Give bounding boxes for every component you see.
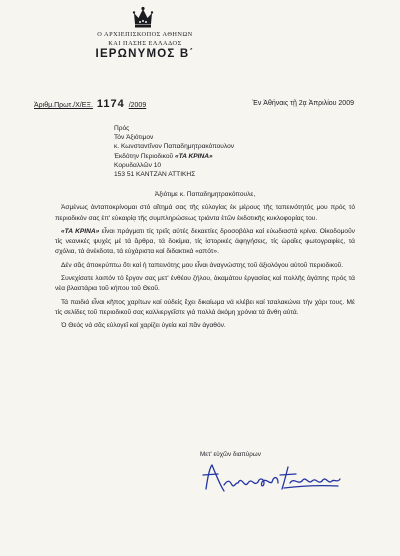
- protocol-year: /2009: [128, 102, 147, 109]
- recipient-address: [114, 124, 234, 179]
- address-line-prefix: Ἐκδότην Περιοδικοῦ: [114, 152, 174, 160]
- paragraph: [55, 227, 355, 258]
- closing-phrase: Μετ' εὐχῶν διαπύρων: [200, 451, 261, 458]
- address-line: Τόν Ἀξιότιμον: [114, 134, 154, 142]
- paragraph: Ὁ Θεός νά σᾶς εὐλογεῖ καί χαρίζει ὑγεία καί πᾶν ἀγαθόν.: [61, 322, 226, 330]
- header-line-1: Ο ΑΡΧΙΕΠΙΣΚΟΠΟΣ ΑΘΗΝΩΝ: [97, 31, 193, 38]
- magazine-title: «ΤΑ ΚΡΙΝΑ»: [61, 227, 100, 235]
- protocol-number: 1174: [96, 98, 125, 110]
- header-line-2: ΚΑΙ ΠΑΣΗΣ ΕΛΛΑΔΟΣ: [108, 40, 182, 47]
- reference-line: [34, 98, 354, 110]
- magazine-title: «ΤΑ ΚΡΙΝΑ»: [174, 152, 213, 160]
- paragraph: Συνεχίσατε λοιπόν τό ἔργον σας μετ' ἐνθέου ζήλου, ἀκαμάτου ἐργασίας καί πολλῆς ἀγάπης πρός τά νέα βλαστάρια τοῦ κήπου τοῦ Θεοῦ.: [55, 275, 355, 293]
- header-name: ΙΕΡΩΝΥΜΟΣ Β΄: [95, 48, 195, 60]
- letter-body: [55, 190, 355, 332]
- paragraph: Δέν σᾶς ἀποκρύπτω ὅτι καί ἡ ταπεινότης μου εἶναι ἀναγνώστης τοῦ ἀξιολόγου αὐτοῦ περιοδικοῦ.: [61, 261, 344, 269]
- salutation: Ἀξιότιμε κ. Παπαδημητρακόπουλε,: [154, 191, 256, 198]
- protocol-label: Ἀριθμ.Πρωτ./Χ/ΕΞ.: [34, 102, 93, 109]
- letter-date: Ἐν Ἀθήναις τῇ 2ᾳ Ἀπριλίου 2009: [252, 100, 354, 107]
- paragraph: Τά παιδιά εἶναι κῆπος χαρίτων καί οὐδείς ἔχει δικαίωμα νά κλέβει καί τσαλακώνει τήν χάρι τους. Μέ τίς σελίδες τοῦ περιοδικοῦ σας καλλιεργεῖστε γιά πολλά ἀκόμη χρόνια τά ἄνθη αὐτά.: [55, 298, 355, 316]
- paragraph-text: εἶναι πράγματι τίς τρεῖς αὐτές δεκαετίες δροσοβόλα καί εὐωδιαστά κρίνα. Οἰκοδομοῦν τίς νεανικές ψυχές μέ τά ἄρθρα, τά δοκίμια, τίς ἱστορικές ἀφηγήσεις, τίς ὡραῖες φωτογραφίες, τά σχόλια, τά ἀνέκδοτα, τά εὐχάριστα καί διδακτικά «απότ».: [55, 227, 355, 256]
- paragraph: Ἀσμένως ἀνταποκρίνομαι στό αἴτημά σας τῆς εὐλογίας ἐκ μέρους τῆς ταπεινότητός μου πρός τό περιοδικόν σας ἐπ' εὐκαιρίᾳ τῆς συμπληρώσεως τριάντα ἐτῶν ἐκδοτικῆς κυκλοφορίας του.: [55, 204, 355, 222]
- address-line: [114, 152, 234, 161]
- signature-icon: [200, 455, 350, 505]
- address-line: Πρός: [114, 125, 130, 132]
- address-line: 153 51 ΚΑΝΤΖΑΝ ΑΤΤΙΚΗΣ: [114, 171, 196, 179]
- crown-emblem-icon: [132, 6, 154, 30]
- address-line: Κορυδαλλῶν 10: [114, 161, 162, 169]
- address-line: κ. Κωνσταντῖνον Παπαδημητρακόπουλον: [114, 143, 235, 151]
